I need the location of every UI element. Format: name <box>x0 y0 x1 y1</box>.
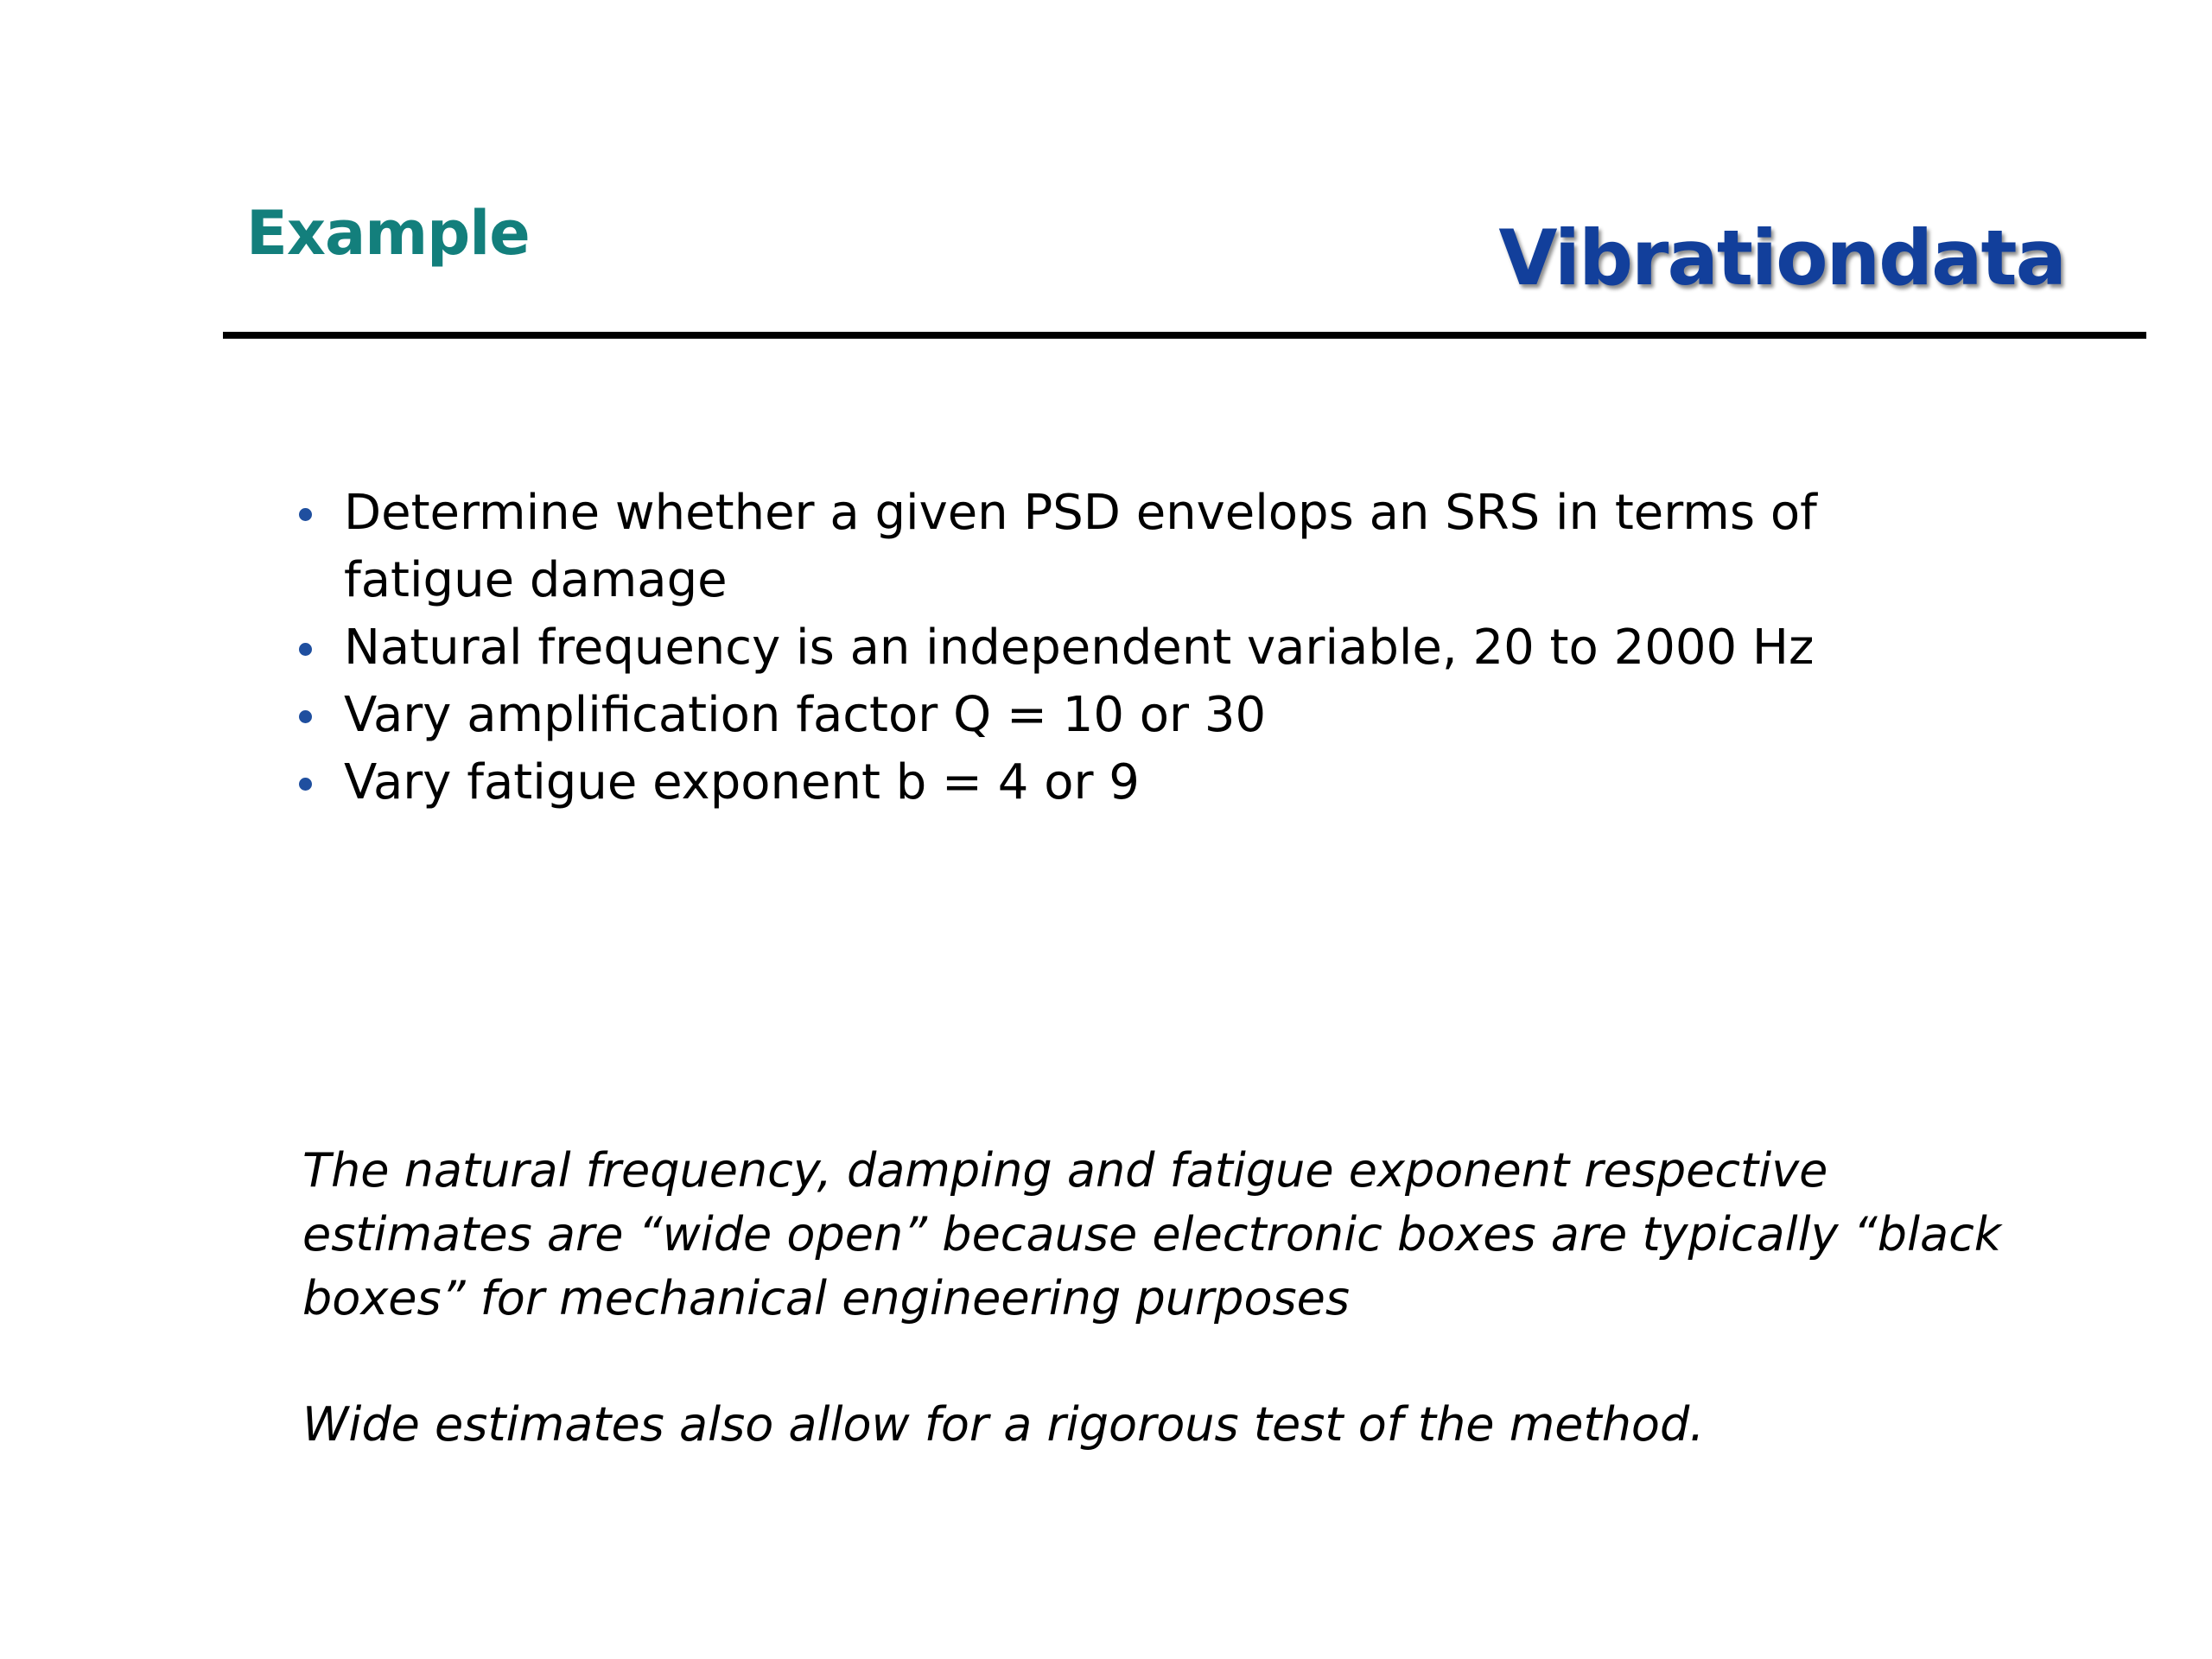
header-divider <box>223 332 2146 339</box>
bullet-item <box>294 682 1987 749</box>
bullet-dot-icon <box>299 508 312 521</box>
bullet-dot-icon <box>299 778 312 791</box>
italic-note: Wide estimates also allow for a rigorous test of the method. <box>302 1397 1705 1452</box>
bullet-dot-icon <box>299 710 312 723</box>
bullet-item <box>294 614 1987 682</box>
bullet-list <box>294 480 1987 817</box>
bullet-text: Vary amplification factor Q = 10 or 30 <box>344 687 1267 743</box>
bullet-item <box>294 480 1987 614</box>
bullet-text: Natural frequency is an independent variable, 20 to 2000 Hz <box>344 620 1815 676</box>
bullet-dot-icon <box>299 643 312 656</box>
vibrationdata-logo: Vibrationdata <box>1498 213 2065 302</box>
italic-note: The natural frequency, damping and fatigue exponent respective estimates are “wide open” because electronic boxes are typically “black boxes” for mechanical engineering purposes <box>302 1143 2002 1325</box>
slide-title: Example <box>246 198 530 269</box>
bullet-text: Vary fatigue exponent b = 4 or 9 <box>344 754 1140 810</box>
bullet-item <box>294 749 1987 817</box>
bullet-text: Determine whether a given PSD envelops an SRS in terms of fatigue damage <box>344 485 1817 608</box>
